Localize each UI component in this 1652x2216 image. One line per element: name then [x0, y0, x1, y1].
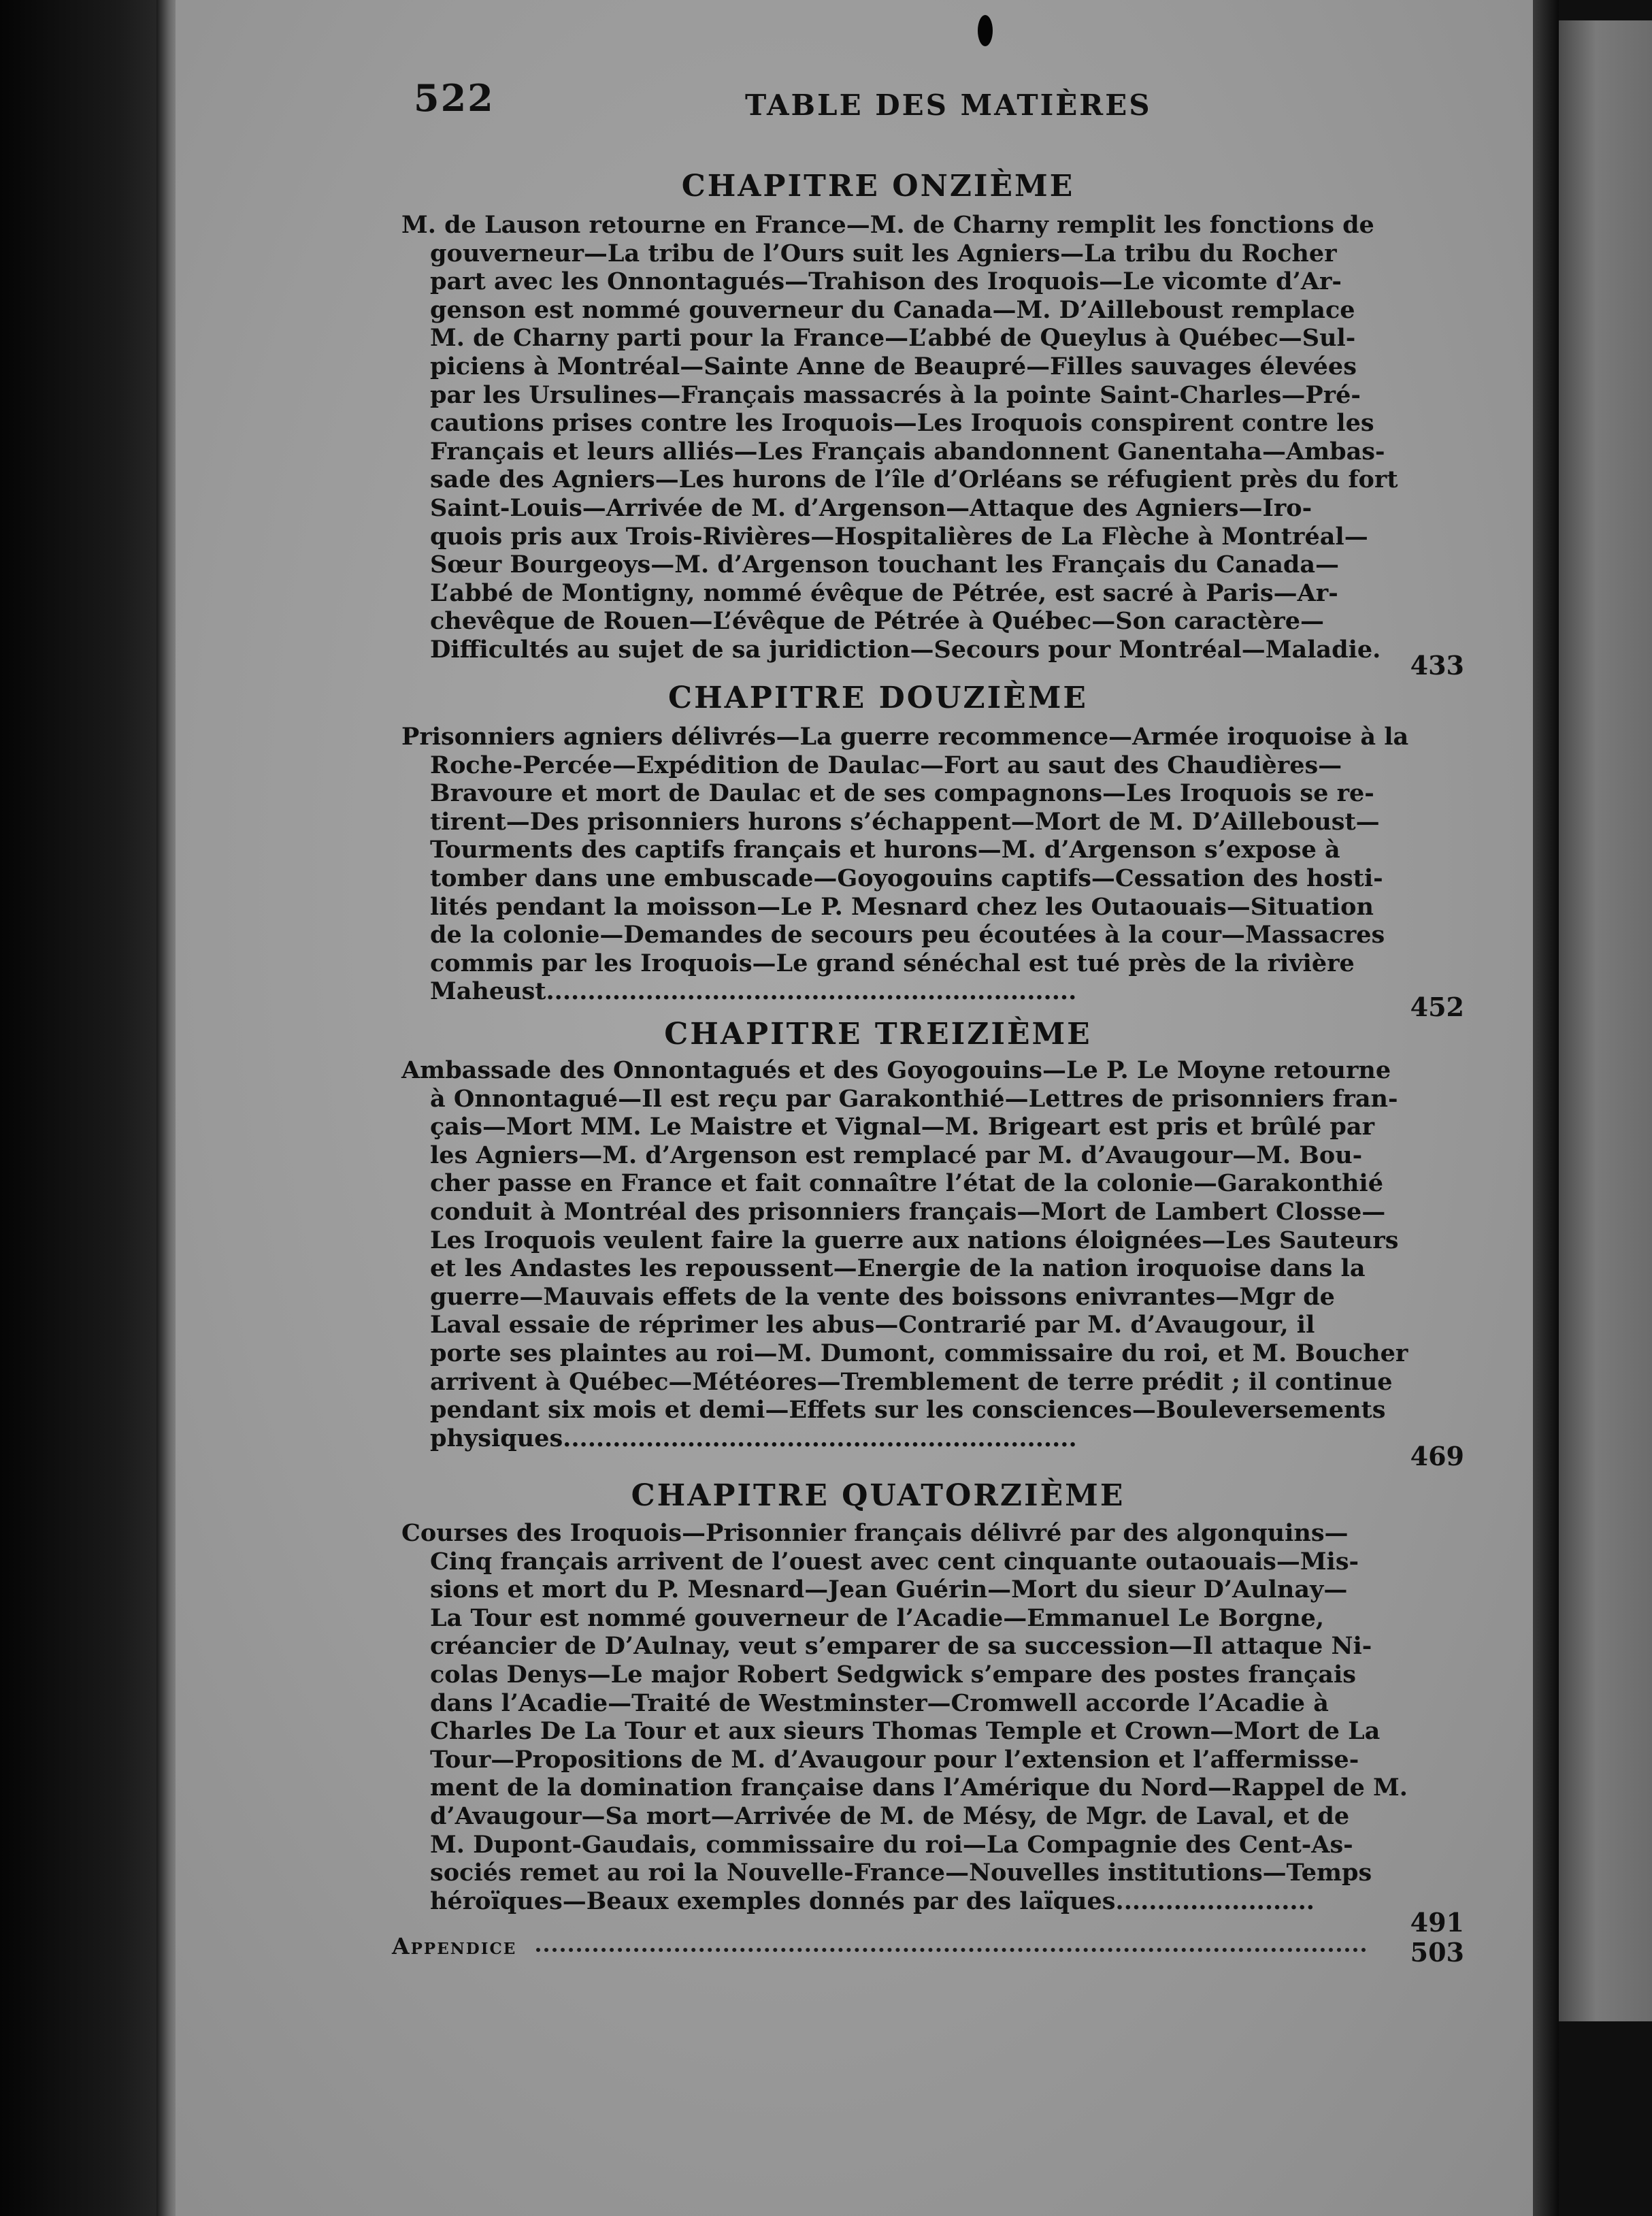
summary-line: Bravoure et mort de Daulac et de ses compagnons—Les Iroquois se re- [430, 779, 1374, 808]
chapter-title: CHAPITRE TREIZIÈME [664, 1017, 1092, 1052]
summary-line: d’Avaugour—Sa mort—Arrivée de M. de Mésy, de Mgr. de Laval, et de [430, 1802, 1350, 1830]
summary-line: colas Denys—Le major Robert Sedgwick s’empare des postes français [430, 1660, 1356, 1689]
summary-line: par les Ursulines—Français massacrés à la pointe Saint-Charles—Pré- [430, 380, 1361, 409]
summary-line: tomber dans une embuscade—Goyogouins captifs—Cessation des hosti- [430, 864, 1383, 892]
chapter-summary [401, 211, 1562, 664]
summary-line: çais—Mort MM. Le Maistre et Vignal—M. Brigeart est pris et brûlé par [430, 1113, 1375, 1141]
summary-line: Maheust................................................................ [430, 977, 1077, 1006]
summary-line: cher passe en France et fait connaître l’état de la colonie—Garakonthié [430, 1169, 1383, 1198]
summary-line: arrivent à Québec—Météores—Tremblement de terre prédit ; il continue [430, 1367, 1393, 1396]
summary-line: sions et mort du P. Mesnard—Jean Guérin—Mort du sieur D’Aulnay— [430, 1576, 1348, 1604]
book-binding [0, 0, 170, 2216]
summary-line: héroïques—Beaux exemples donnés par des laïques........................ [430, 1887, 1315, 1915]
summary-line: M. de Charny parti pour la France—L’abbé de Queylus à Québec—Sul- [430, 324, 1356, 353]
book-page [176, 0, 1533, 2216]
summary-line: sade des Agniers—Les hurons de l’île d’Orléans se réfugient près du fort [430, 466, 1398, 494]
summary-line: les Agniers—M. d’Argenson est remplacé par M. d’Avaugour—M. Bou- [430, 1141, 1363, 1169]
summary-line: Sœur Bourgeoys—M. d’Argenson touchant les Français du Canada— [430, 551, 1340, 579]
appendix-page-number: 503 [1410, 1937, 1464, 1968]
summary-line: et les Andastes les repoussent—Energie de la nation iroquoise dans la [430, 1254, 1366, 1283]
chapter-summary [401, 723, 1562, 1006]
summary-line: chevêque de Rouen—L’évêque de Pétrée à Québec—Son caractère— [430, 607, 1325, 636]
chapter-page-number: 491 [1410, 1907, 1464, 1938]
summary-line: créancier de D’Aulnay, veut s’emparer de sa succession—Il attaque Ni- [430, 1632, 1372, 1661]
summary-line: Les Iroquois veulent faire la guerre aux nations éloignées—Les Sauteurs [430, 1226, 1399, 1254]
chapter-page-number: 433 [1410, 650, 1464, 681]
summary-line: L’abbé de Montigny, nommé évêque de Pétrée, est sacré à Paris—Ar- [430, 579, 1338, 607]
summary-line: Saint-Louis—Arrivée de M. d’Argenson—Attaque des Agniers—Iro- [430, 493, 1312, 522]
summary-line: quois pris aux Trois-Rivières—Hospitalières de La Flèche à Montréal— [430, 522, 1368, 551]
appendix-label: Appendice [392, 1933, 517, 1959]
summary-line: conduit à Montréal des prisonniers français—Mort de Lambert Closse— [430, 1197, 1386, 1226]
chapter-title: CHAPITRE ONZIÈME [681, 169, 1075, 203]
chapter-page-number: 469 [1410, 1441, 1464, 1471]
summary-line: cautions prises contre les Iroquois—Les Iroquois conspirent contre les [430, 409, 1374, 438]
summary-line: dans l’Acadie—Traité de Westminster—Cromwell accorde l’Acadie à [430, 1689, 1329, 1717]
summary-line: Charles De La Tour et aux sieurs Thomas Temple et Crown—Mort de La [430, 1717, 1381, 1746]
running-head: TABLE DES MATIÈRES [745, 88, 1152, 122]
page-gutter [1533, 0, 1559, 2216]
summary-line: lités pendant la moisson—Le P. Mesnard chez les Outaouais—Situation [430, 892, 1374, 921]
summary-line: guerre—Mauvais effets de la vente des boissons enivrantes—Mgr de [430, 1282, 1335, 1311]
summary-line: piciens à Montréal—Sainte Anne de Beaupré—Filles sauvages élevées [430, 352, 1357, 380]
chapter-title: CHAPITRE QUATORZIÈME [631, 1478, 1125, 1513]
chapter-page-number: 452 [1410, 992, 1464, 1022]
summary-line: Français et leurs alliés—Les Français abandonnent Ganentaha—Ambas- [430, 437, 1385, 466]
summary-line: Laval essaie de réprimer les abus—Contrarié par M. d’Avaugour, il [430, 1311, 1315, 1339]
dot-leader [536, 1941, 1366, 1952]
summary-line: Cinq français arrivent de l’ouest avec cent cinquante outaouais—Mis- [430, 1547, 1359, 1576]
summary-line: Difficultés au sujet de sa juridiction—Secours pour Montréal—Maladie. [430, 635, 1381, 664]
summary-line: pendant six mois et demi—Effets sur les consciences—Bouleversements [430, 1396, 1386, 1424]
summary-line: de la colonie—Demandes de secours peu écoutées à la cour—Massacres [430, 921, 1385, 949]
summary-line: part avec les Onnontagués—Trahison des Iroquois—Le vicomte d’Ar- [430, 267, 1342, 296]
summary-line: Courses des Iroquois—Prisonnier français délivré par des algonquins— [401, 1519, 1349, 1547]
summary-line: Tourments des captifs français et hurons—M. d’Argenson s’expose à [430, 836, 1340, 864]
summary-line: genson est nommé gouverneur du Canada—M. D’Ailleboust remplace [430, 295, 1355, 324]
summary-line: ment de la domination française dans l’Amérique du Nord—Rappel de M. [430, 1774, 1408, 1802]
summary-line: commis par les Iroquois—Le grand sénéchal est tué près de la rivière [430, 949, 1355, 977]
summary-line: Tour—Propositions de M. d’Avaugour pour l’extension et l’affermisse- [430, 1745, 1359, 1774]
summary-line: Ambassade des Onnontagués et des Goyogouins—Le P. Le Moyne retourne [401, 1056, 1391, 1084]
summary-line: tirent—Des prisonniers hurons s’échappent—Mort de M. D’Ailleboust— [430, 807, 1380, 836]
summary-line: M. Dupont-Gaudais, commissaire du roi—La Compagnie des Cent-As- [430, 1830, 1353, 1859]
facing-page-edge [1559, 20, 1652, 2021]
chapter-summary [401, 1056, 1562, 1452]
summary-line: M. de Lauson retourne en France—M. de Charny remplit les fonctions de [401, 211, 1374, 239]
summary-line: physiques.............................................................. [430, 1424, 1077, 1452]
chapter-summary [401, 1519, 1562, 1915]
ink-blot [978, 15, 993, 46]
summary-line: sociés remet au roi la Nouvelle-France—Nouvelles institutions—Temps [430, 1859, 1372, 1887]
summary-line: Prisonniers agniers délivrés—La guerre recommence—Armée iroquoise à la [401, 723, 1409, 751]
summary-line: Roche-Percée—Expédition de Daulac—Fort au saut des Chaudières— [430, 751, 1342, 779]
summary-line: porte ses plaintes au roi—M. Dumont, commissaire du roi, et M. Boucher [430, 1339, 1408, 1367]
page-number: 522 [414, 76, 495, 120]
summary-line: gouverneur—La tribu de l’Ours suit les Agniers—La tribu du Rocher [430, 239, 1337, 267]
summary-line: La Tour est nommé gouverneur de l’Acadie—Emmanuel Le Borgne, [430, 1603, 1325, 1632]
summary-line: à Onnontagué—Il est reçu par Garakonthié—Lettres de prisonniers fran- [430, 1084, 1398, 1113]
chapter-title: CHAPITRE DOUZIÈME [668, 681, 1088, 715]
